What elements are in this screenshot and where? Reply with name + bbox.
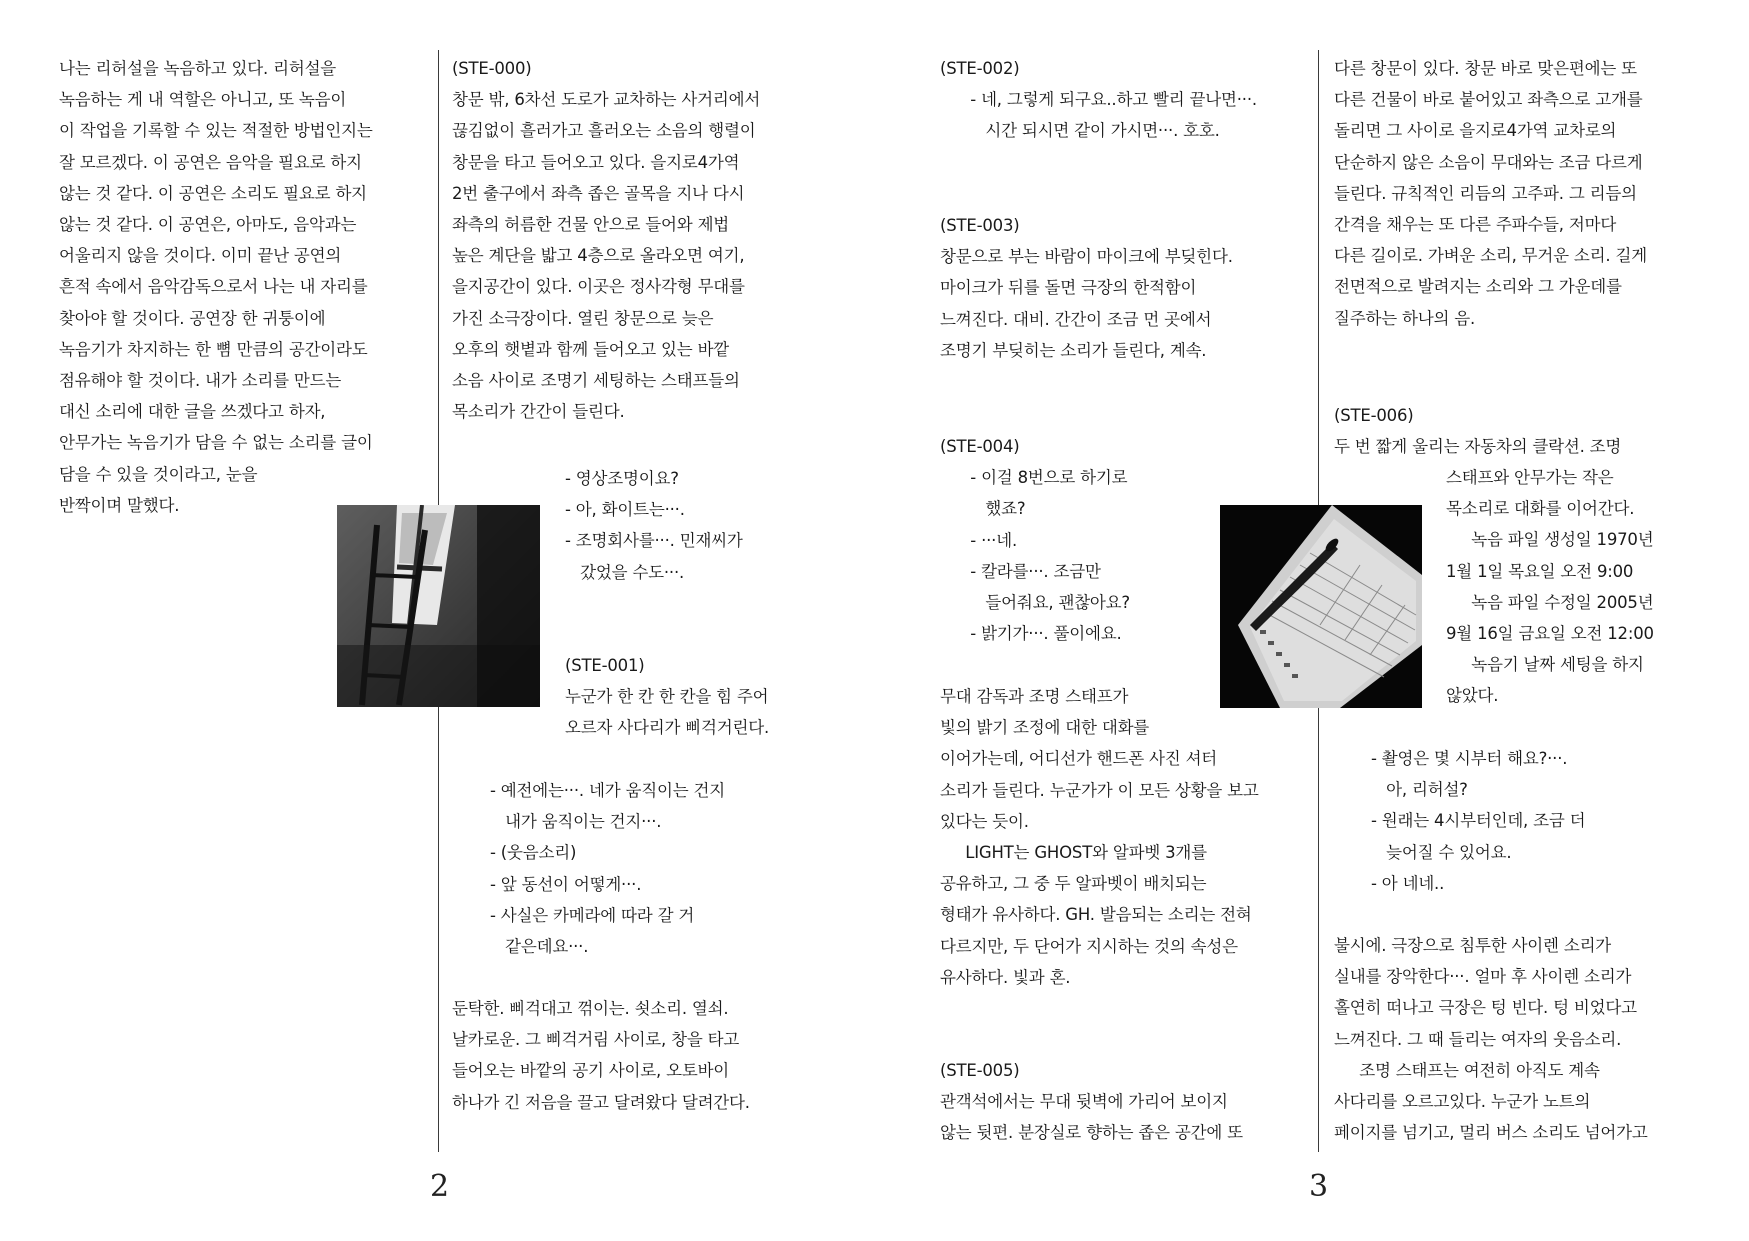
text-line: 돌리면 그 사이로 을지로4가역 교차로의 — [1334, 121, 1617, 141]
text-line: - 네, 그렇게 되구요..하고 빨리 끝나면···. — [940, 90, 1257, 110]
text-line: 무대 감독과 조명 스태프가 — [940, 687, 1129, 706]
text-line: 둔탁한. 삐걱대고 꺾이는. 쇳소리. 열쇠. — [452, 999, 729, 1018]
text-line: 느껴진다. 대비. 간간이 조금 먼 곳에서 — [940, 309, 1212, 329]
text-line: 조명기 부딪히는 소리가 들린다, 계속. — [940, 340, 1207, 360]
notebook-pen-photo — [1220, 505, 1422, 708]
text-line: 누군가 한 칸 한 칸을 힘 주어 — [565, 687, 769, 707]
text-line: 담을 수 있을 것이라고, 눈을 — [59, 464, 258, 484]
text-line: 날카로운. 그 삐걱거림 사이로, 창을 타고 — [452, 1030, 740, 1050]
text-line: - 영상조명이요? — [565, 469, 679, 488]
ste-006-ending — [1334, 930, 1648, 1148]
text-line: 사다리를 오르고있다. 누군가 노트의 — [1334, 1092, 1591, 1112]
text-line: 반짝이며 말했다. — [59, 495, 180, 515]
text-line: 끊김없이 흘러가고 흘러오는 소음의 행렬이 — [452, 121, 756, 141]
text-line: 창문 밖, 6차선 도로가 교차하는 사거리에서 — [452, 90, 761, 110]
text-line: (STE-004) — [940, 437, 1020, 456]
text-line: 했죠? — [940, 499, 1026, 519]
text-line: 창문을 타고 들어오고 있다. 을지로4가역 — [452, 152, 740, 172]
text-line: 들린다. 규칙적인 리듬의 고주파. 그 리듬의 — [1334, 183, 1637, 203]
text-line: 시간 되시면 같이 가시면···. 호호. — [940, 121, 1220, 141]
text-line: 오르자 사다리가 삐걱거린다. — [565, 718, 770, 738]
closing-paragraph — [452, 993, 750, 1118]
text-line: 하나가 긴 저음을 끌고 달려왔다 달려간다. — [452, 1092, 750, 1112]
text-line: 녹음 파일 생성일 1970년 — [1446, 530, 1654, 550]
text-line: - 사실은 카메라에 따라 갈 거 — [490, 905, 695, 925]
text-line: 않는 것 같다. 이 공연은, 아마도, 음악과는 — [59, 215, 357, 235]
text-line: (STE-001) — [565, 656, 645, 675]
ste-001-block — [565, 650, 769, 744]
text-line: 홀연히 떠나고 극장은 텅 빈다. 텅 비었다고 — [1334, 998, 1637, 1018]
text-line: 소음 사이로 조명기 세팅하는 스태프들의 — [452, 371, 740, 391]
text-line: 점유해야 할 것이다. 내가 소리를 만드는 — [59, 371, 342, 391]
dialog-filming-time — [1371, 743, 1585, 899]
text-line: 들어줘요, 괜찮아요? — [940, 593, 1130, 613]
text-line: (STE-005) — [940, 1061, 1020, 1080]
text-line: - 촬영은 몇 시부터 해요?···. — [1371, 749, 1568, 768]
text-line: 아, 리허설? — [1371, 780, 1468, 800]
text-line: 을지공간이 있다. 이곳은 정사각형 무대를 — [452, 277, 745, 297]
ste-003-block — [940, 210, 1233, 366]
ste-000-block — [452, 53, 760, 427]
text-line: - 이걸 8번으로 하기로 — [940, 468, 1128, 488]
text-line: 조명 스태프는 여전히 아직도 계속 — [1334, 1060, 1600, 1080]
window-ladder-image — [337, 505, 540, 707]
text-line: 다른 건물이 바로 붙어있고 좌측으로 고개를 — [1334, 90, 1643, 110]
text-line: 녹음 파일 수정일 2005년 — [1446, 592, 1654, 612]
ste-004-body — [940, 681, 1259, 993]
text-line: 창문으로 부는 바람이 마이크에 부딪힌다. — [940, 247, 1233, 267]
text-line: 목소리가 간간이 들린다. — [452, 402, 625, 422]
text-line: 녹음기가 차지하는 한 뼘 만큼의 공간이라도 — [59, 339, 368, 359]
left-col1-text — [59, 53, 373, 521]
text-line: 단순하지 않은 소음이 무대와는 조금 다르게 — [1334, 152, 1643, 172]
text-line: 소리가 들린다. 누군가가 이 모든 상황을 보고 — [940, 780, 1259, 800]
ste-002-block — [940, 53, 1257, 147]
text-line: (STE-000) — [452, 59, 532, 78]
text-line: 다르지만, 두 단어가 지시하는 것의 속성은 — [940, 936, 1238, 956]
page-number-left: 2 — [430, 1169, 450, 1204]
text-line: 빛의 밝기 조정에 대한 대화를 — [940, 718, 1150, 738]
text-line: 어울리지 않을 것이다. 이미 끝난 공연의 — [59, 246, 342, 266]
text-line: 느껴진다. 그 때 들리는 여자의 웃음소리. — [1334, 1029, 1622, 1049]
dialog-lighting-company — [565, 463, 743, 588]
text-line: 1월 1일 목요일 오전 9:00 — [1446, 561, 1634, 581]
text-line: - 아 네네.. — [1371, 873, 1445, 893]
text-line: 높은 계단을 밟고 4층으로 올라오면 여기, — [452, 246, 745, 266]
text-line: - ···네. — [940, 530, 1017, 550]
text-line: 갔었을 수도···. — [565, 562, 685, 582]
text-line: 간격을 채우는 또 다른 주파수들, 저마다 — [1334, 215, 1617, 235]
text-line: 들어오는 바깥의 공기 사이로, 오토바이 — [452, 1061, 730, 1081]
text-line: 스태프와 안무가는 작은 — [1446, 468, 1614, 487]
text-line: 안무가는 녹음기가 담을 수 없는 소리를 글이 — [59, 433, 373, 453]
ste-006-file-dates — [1446, 462, 1654, 712]
text-line: (STE-002) — [940, 59, 1020, 78]
notebook-pen-image — [1220, 505, 1422, 708]
text-line: 찾아야 할 것이다. 공연장 한 귀퉁이에 — [59, 308, 326, 328]
text-line: (STE-003) — [940, 216, 1020, 235]
dialog-movement — [490, 775, 725, 962]
text-line: 않는 것 같다. 이 공연은 소리도 필요로 하지 — [59, 183, 367, 203]
text-line: 나는 리허설을 녹음하고 있다. 리허설을 — [59, 59, 337, 78]
text-line: 두 번 짧게 울리는 자동차의 클락션. 조명 — [1334, 437, 1622, 457]
text-line: 공유하고, 그 중 두 알파벳이 배치되는 — [940, 874, 1207, 894]
text-line: - 칼라를···. 조금만 — [940, 561, 1101, 581]
text-line: 실내를 장악한다···. 얼마 후 사이렌 소리가 — [1334, 967, 1632, 987]
text-line: 좌측의 허름한 건물 안으로 들어와 제법 — [452, 215, 730, 235]
text-line: 다른 길이로. 가벼운 소리, 무거운 소리. 길게 — [1334, 246, 1647, 266]
text-line: 유사하다. 빛과 혼. — [940, 967, 1071, 987]
text-line: - 밝기가···. 풀이에요. — [940, 624, 1122, 644]
text-line: 9월 16일 금요일 오전 12:00 — [1446, 624, 1654, 644]
ste-005-block — [940, 1055, 1243, 1149]
text-line: 다른 창문이 있다. 창문 바로 맞은편에는 또 — [1334, 59, 1637, 78]
text-line: 형태가 유사하다. GH. 발음되는 소리는 전혀 — [940, 905, 1252, 925]
text-line: 2번 출구에서 좌측 좁은 골목을 지나 다시 — [452, 183, 745, 203]
text-line: - 조명회사를···. 민재씨가 — [565, 531, 743, 551]
text-line: 불시에. 극장으로 침투한 사이렌 소리가 — [1334, 936, 1612, 955]
text-line: 녹음기 날짜 세팅을 하지 — [1446, 655, 1644, 675]
text-line: 페이지를 넘기고, 멀리 버스 소리도 넘어가고 — [1334, 1123, 1648, 1143]
text-line: - (웃음소리) — [490, 843, 577, 863]
text-line: 늦어질 수 있어요. — [1371, 842, 1512, 862]
text-line: 가진 소극장이다. 열린 창문으로 늦은 — [452, 308, 714, 328]
text-line: 있다는 듯이. — [940, 811, 1029, 831]
page-number-right: 3 — [1309, 1169, 1329, 1204]
text-line: 관객석에서는 무대 뒷벽에 가리어 보이지 — [940, 1092, 1228, 1112]
text-line: 마이크가 뒤를 돌면 극장의 한적함이 — [940, 278, 1197, 298]
window-ladder-photo — [337, 505, 540, 707]
text-line: - 앞 동선이 어떻게···. — [490, 874, 642, 894]
text-line: 않았다. — [1446, 686, 1499, 706]
text-line: 흔적 속에서 음악감독으로서 나는 내 자리를 — [59, 277, 368, 297]
text-line: - 예전에는···. 네가 움직이는 건지 — [490, 781, 725, 800]
text-line: 이 작업을 기록할 수 있는 적절한 방법인지는 — [59, 121, 373, 141]
text-line: 목소리로 대화를 이어간다. — [1446, 499, 1635, 519]
right-col2-text — [1334, 53, 1647, 334]
text-line: - 원래는 4시부터인데, 조금 더 — [1371, 811, 1586, 831]
text-line: 오후의 햇볕과 함께 들어오고 있는 바깥 — [452, 339, 730, 359]
ste-006-heading — [1334, 400, 1621, 462]
text-line: 잘 모르겠다. 이 공연은 음악을 필요로 하지 — [59, 152, 362, 172]
ste-004-dialog — [940, 431, 1130, 649]
text-line: LIGHT는 GHOST와 알파벳 3개를 — [940, 843, 1207, 863]
text-line: 대신 소리에 대한 글을 쓰겠다고 하자, — [59, 402, 326, 422]
text-line: - 아, 화이트는···. — [565, 500, 685, 520]
text-line: 질주하는 하나의 음. — [1334, 308, 1476, 328]
text-line: 내가 움직이는 건지···. — [490, 812, 662, 832]
text-line: 이어가는데, 어디선가 핸드폰 사진 셔터 — [940, 749, 1218, 769]
text-line: 같은데요···. — [490, 937, 589, 957]
text-line: 전면적으로 발려지는 소리와 그 가운데를 — [1334, 277, 1622, 297]
text-line: 않는 뒷편. 분장실로 향하는 좁은 공간에 또 — [940, 1123, 1243, 1143]
text-line: 녹음하는 게 내 역할은 아니고, 또 녹음이 — [59, 90, 347, 110]
text-line: (STE-006) — [1334, 406, 1414, 425]
